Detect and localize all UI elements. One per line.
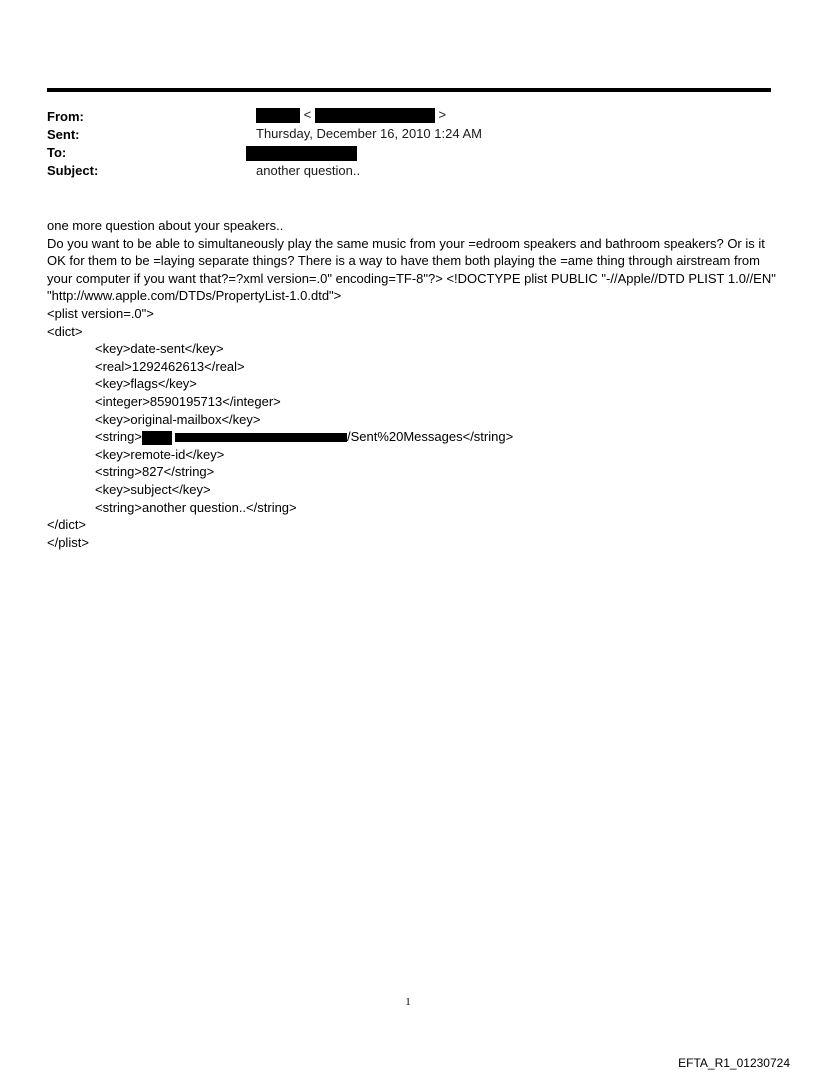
from-angle-close: > bbox=[438, 107, 447, 122]
from-label: From: bbox=[47, 109, 84, 124]
to-value bbox=[246, 145, 357, 161]
integer-value: <integer>8590195713</integer> bbox=[95, 393, 281, 409]
sent-label: Sent: bbox=[47, 127, 80, 142]
dict-close: </dict> bbox=[47, 517, 87, 533]
document-id: EFTA_R1_01230724 bbox=[678, 1056, 790, 1070]
body-line-intro: one more question about your speakers.. bbox=[47, 218, 284, 233]
subject-string: <string>another question..</string> bbox=[95, 499, 297, 515]
from-value bbox=[256, 107, 446, 123]
from-angle-open: < bbox=[303, 107, 312, 122]
key-subject: <key>subject</key> bbox=[95, 481, 211, 497]
plist-close: </plist> bbox=[47, 534, 89, 550]
redacted-mailbox-part-2 bbox=[175, 433, 347, 442]
redacted-mailbox-part-1 bbox=[142, 431, 172, 445]
mailbox-string bbox=[47, 428, 777, 446]
redacted-sender-email bbox=[315, 108, 435, 123]
key-flags: <key>flags</key> bbox=[95, 376, 197, 392]
message-body bbox=[47, 217, 777, 551]
key-original-mailbox: <key>original-mailbox</key> bbox=[95, 411, 261, 427]
remote-id-value: <string>827</string> bbox=[95, 464, 215, 480]
page-number: 1 bbox=[405, 996, 411, 1008]
to-label: To: bbox=[47, 145, 67, 160]
redacted-recipient bbox=[246, 146, 357, 161]
mailbox-string-suffix: /Sent%20Messages</string> bbox=[346, 429, 514, 445]
redacted-sender-name bbox=[256, 108, 300, 123]
sent-value: Thursday, December 16, 2010 1:24 AM bbox=[256, 126, 482, 141]
dict-open: <dict> bbox=[47, 323, 83, 339]
plist-open: <plist version=.0"> bbox=[47, 305, 154, 321]
real-value: <real>1292462613</real> bbox=[95, 358, 245, 374]
header-rule bbox=[47, 88, 771, 92]
body-paragraph: Do you want to be able to simultaneously play the same music from your =edroom speakers and bathroom speakers? Or is it OK for them to be =laying separate things? There is a way to have them both playing the =ame thing through airstream from your computer if you want that?=?xml version=.0" encoding=TF-8"?> <!DOCTYPE plist PUBLIC "-//Apple//DTD PLIST 1.0//EN" "http://www.apple.com/DTDs/PropertyList-1.0.dtd"> bbox=[47, 235, 776, 304]
key-remote-id: <key>remote-id</key> bbox=[95, 446, 225, 462]
subject-value: another question.. bbox=[256, 163, 361, 178]
key-date-sent: <key>date-sent</key> bbox=[95, 341, 224, 357]
subject-label: Subject: bbox=[47, 163, 99, 178]
mailbox-string-prefix: <string> bbox=[95, 429, 142, 445]
